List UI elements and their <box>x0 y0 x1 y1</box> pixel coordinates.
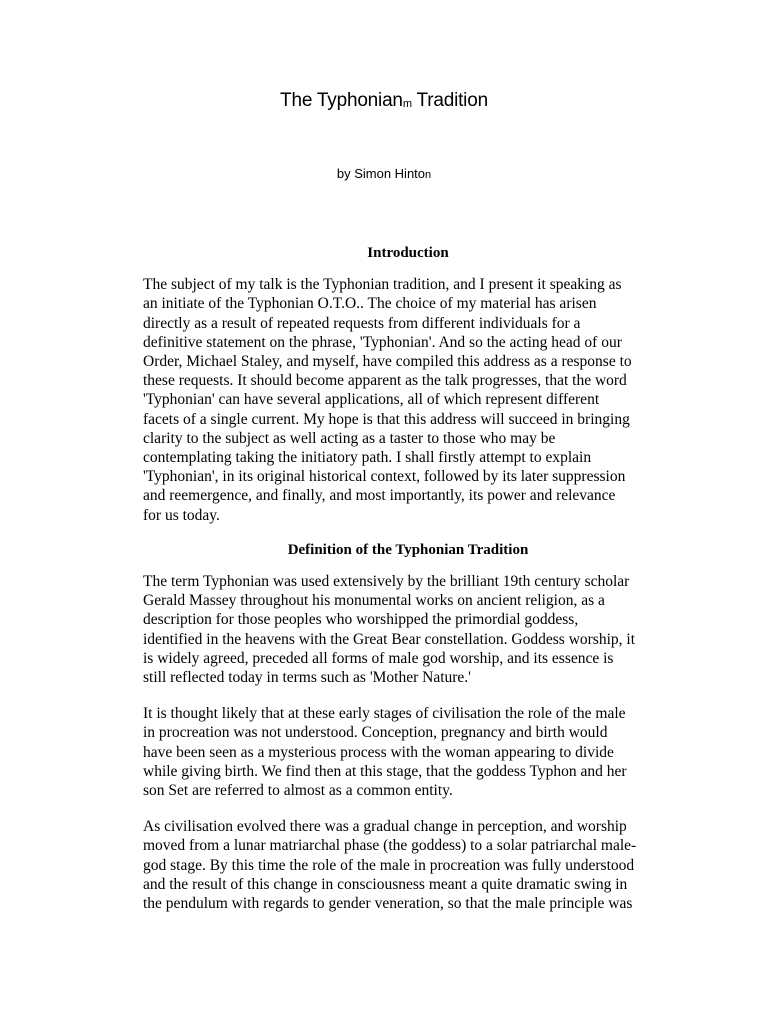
text-line: As civilisation evolved there was a gradual change in perception, and worship <box>143 818 627 836</box>
title-main: The Typhonian <box>280 90 403 111</box>
text-line: facets of a single current. My hope is that this address will succeed in bringing <box>143 410 630 428</box>
text-line: son Set are referred to almost as a common entity. <box>143 782 453 800</box>
paragraph <box>143 704 673 800</box>
text-line: god stage. By this time the role of the male in procreation was fully understood <box>143 856 635 874</box>
author-byline <box>0 166 768 181</box>
text-line: is widely agreed, preceded all forms of male god worship, and its essence is <box>143 649 614 667</box>
text-line: Gerald Massey throughout his monumental works on ancient religion, as a <box>143 592 605 610</box>
text-line: The term Typhonian was used extensively by the brilliant 19th century scholar <box>143 573 630 591</box>
paragraph <box>143 817 673 913</box>
text-line: and reemergence, and finally, and most importantly, its power and relevance <box>143 487 616 505</box>
text-line: and the result of this change in consciousness meant a quite dramatic swing in <box>143 875 628 893</box>
text-line: identified in the heavens with the Great Bear constellation. Goddess worship, it <box>143 630 636 648</box>
text-line: an initiate of the Typhonian O.T.O.. The choice of my material has arisen <box>143 295 597 313</box>
paragraph <box>143 572 673 687</box>
section-heading-definition: Definition of the Typhonian Tradition <box>287 541 529 558</box>
text-line: directly as a result of repeated requests from different individuals for a <box>143 314 581 332</box>
text-line: Order, Michael Staley, and myself, have compiled this address as a response to <box>143 353 632 371</box>
text-line: definitive statement on the phrase, 'Typhonian'. And so the acting head of our <box>143 333 622 351</box>
text-line: It is thought likely that at these early stages of civilisation the role of the male <box>143 705 626 723</box>
document-title <box>0 90 768 112</box>
text-line: these requests. It should become apparent as the talk progresses, that the word <box>143 372 627 390</box>
byline-main: by Simon Hinto <box>336 166 426 181</box>
text-line: clarity to the subject as well acting as a taster to those who may be <box>143 429 556 447</box>
text-line: the pendulum with regards to gender veneration, so that the male principle was <box>143 895 633 913</box>
text-line: contemplating taking the initiatory path. I shall firstly attempt to explain <box>143 449 592 467</box>
text-line: 'Typhonian', in its original historical context, followed by its later suppression <box>143 468 626 486</box>
text-line: still reflected today in terms such as 'Mother Nature.' <box>143 669 471 687</box>
text-line: moved from a lunar matriarchal phase (the goddess) to a solar patriarchal male- <box>143 837 637 855</box>
title-end: Tradition <box>411 90 488 111</box>
byline-mark: n <box>425 169 432 181</box>
title-mark: m <box>402 98 412 110</box>
section-heading-introduction: Introduction <box>367 245 449 261</box>
paragraph <box>143 275 673 525</box>
text-line: The subject of my talk is the Typhonian tradition, and I present it speaking as <box>143 276 622 294</box>
text-line: description for those peoples who worshipped the primordial goddess, <box>143 611 579 629</box>
text-line: have been seen as a mysterious process with the woman appearing to divide <box>143 743 614 761</box>
document-body <box>143 244 673 930</box>
text-line: in procreation was not understood. Conception, pregnancy and birth would <box>143 724 608 742</box>
text-line: 'Typhonian' can have several applications, all of which represent different <box>143 391 600 409</box>
text-line: for us today. <box>143 506 220 524</box>
text-line: while giving birth. We find then at this stage, that the goddess Typhon and her <box>143 762 627 780</box>
